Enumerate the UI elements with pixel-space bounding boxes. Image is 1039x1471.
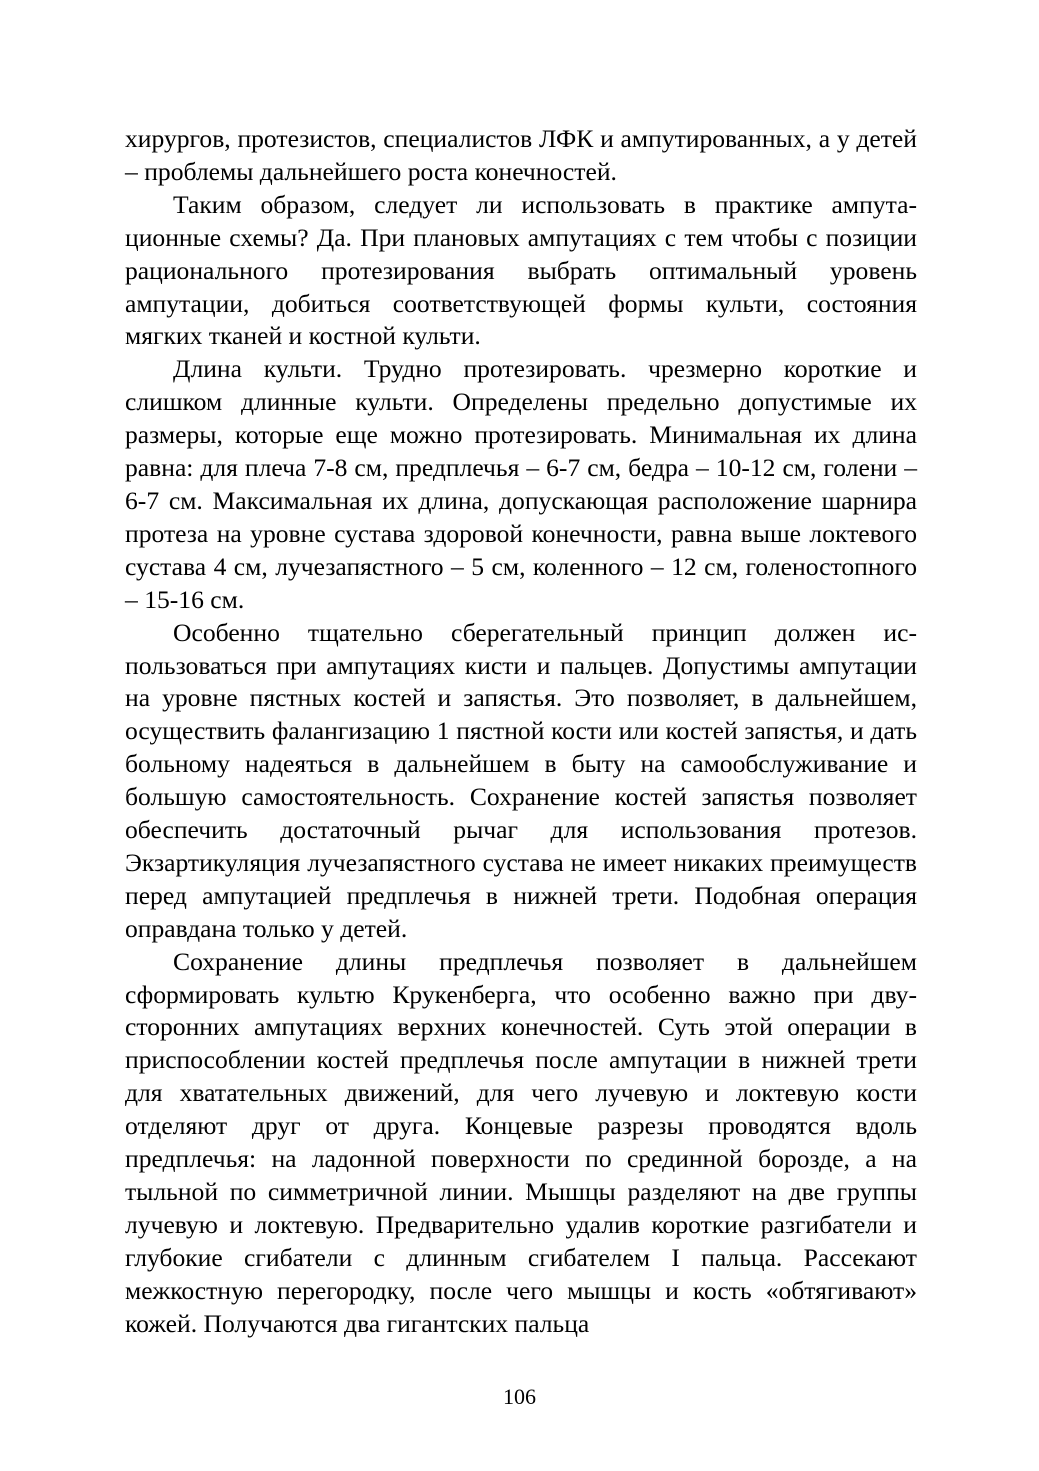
paragraph-krukenberg: Сохранение длины предплечья позволяет в дальнейшем сформировать культю Крукенберга, что особенно важно при двусторонних ампутациях верхних конечностей. Суть этой операции в приспособлении костей предплечья после ампутации в нижней трети для хватательных движений, для чего лучевую и локтевую кости отделяют друг от друга. Концевые разрезы проводятся вдоль предплечья: на ладонной поверхности по срединной борозде, а на тыльной по симметричной линии. Мышцы разделяют на две группы лучевую и локтевую. Предварительно удалив короткие разгибатели и глубокие сгибатели с длинным сгибателем I пальца. Рассекают межкостную перегородку, после чего мышцы и кость «обтягивают» кожей. Получаются два гигантских пальца (125, 946, 917, 1338)
paragraph-hand-amputation: Особенно тщательно сберегательный принцип должен использоваться при ампутациях кисти и пальцев. Допустимы ампутации на уровне пястных костей и запястья. Это позволяет, в дальнейшем, осуществить фалангизацию 1 пястной кости или костей запястья, и дать больному надеяться в дальнейшем в быту на самообслуживание и большую самостоятельность. Сохранение костей запястья позволяет обеспечить достаточный рычаг для использования протезов. Экзартикуляция лучезапястного сустава не имеет никаких преимуществ перед ампутацией предплечья в нижней трети. Подобная операция оправдана только у детей. (125, 617, 917, 943)
page-number: 106 (503, 1384, 536, 1409)
paragraph-stump-length: Длина культи. Трудно протезировать. чрезмерно короткие и слишком длинные культи. Определены предельно допустимые их размеры, которые еще можно протезировать. Минимальная их длина равна: для плеча 7-8 см, предплечья – 6-7 см, бедра – 10-12 см, голени – 6-7 см. Максимальная их длина, допускающая расположение шарнира протеза на уровне сустава здоровой конечности, равна выше локтевого сустава 4 см, лучезапястного – 5 см, коленного – 12 см, голеностопного – 15-16 см. (125, 354, 917, 614)
page-body-text (125, 123, 917, 1341)
paragraph-continuation: хирургов, протезистов, специалистов ЛФК и ампутированных, а у детей – проблемы дальнейшего роста конечностей. (125, 124, 917, 186)
paragraph-amputation-schemes: Таким образом, следует ли использовать в практике ампутационные схемы? Да. При плановых ампутациях с тем чтобы с позиции рационального протезирования выбрать оптимальный уровень ампутации, добиться соответствующей формы культи, состояния мягких тканей и костной культи. (125, 189, 917, 351)
